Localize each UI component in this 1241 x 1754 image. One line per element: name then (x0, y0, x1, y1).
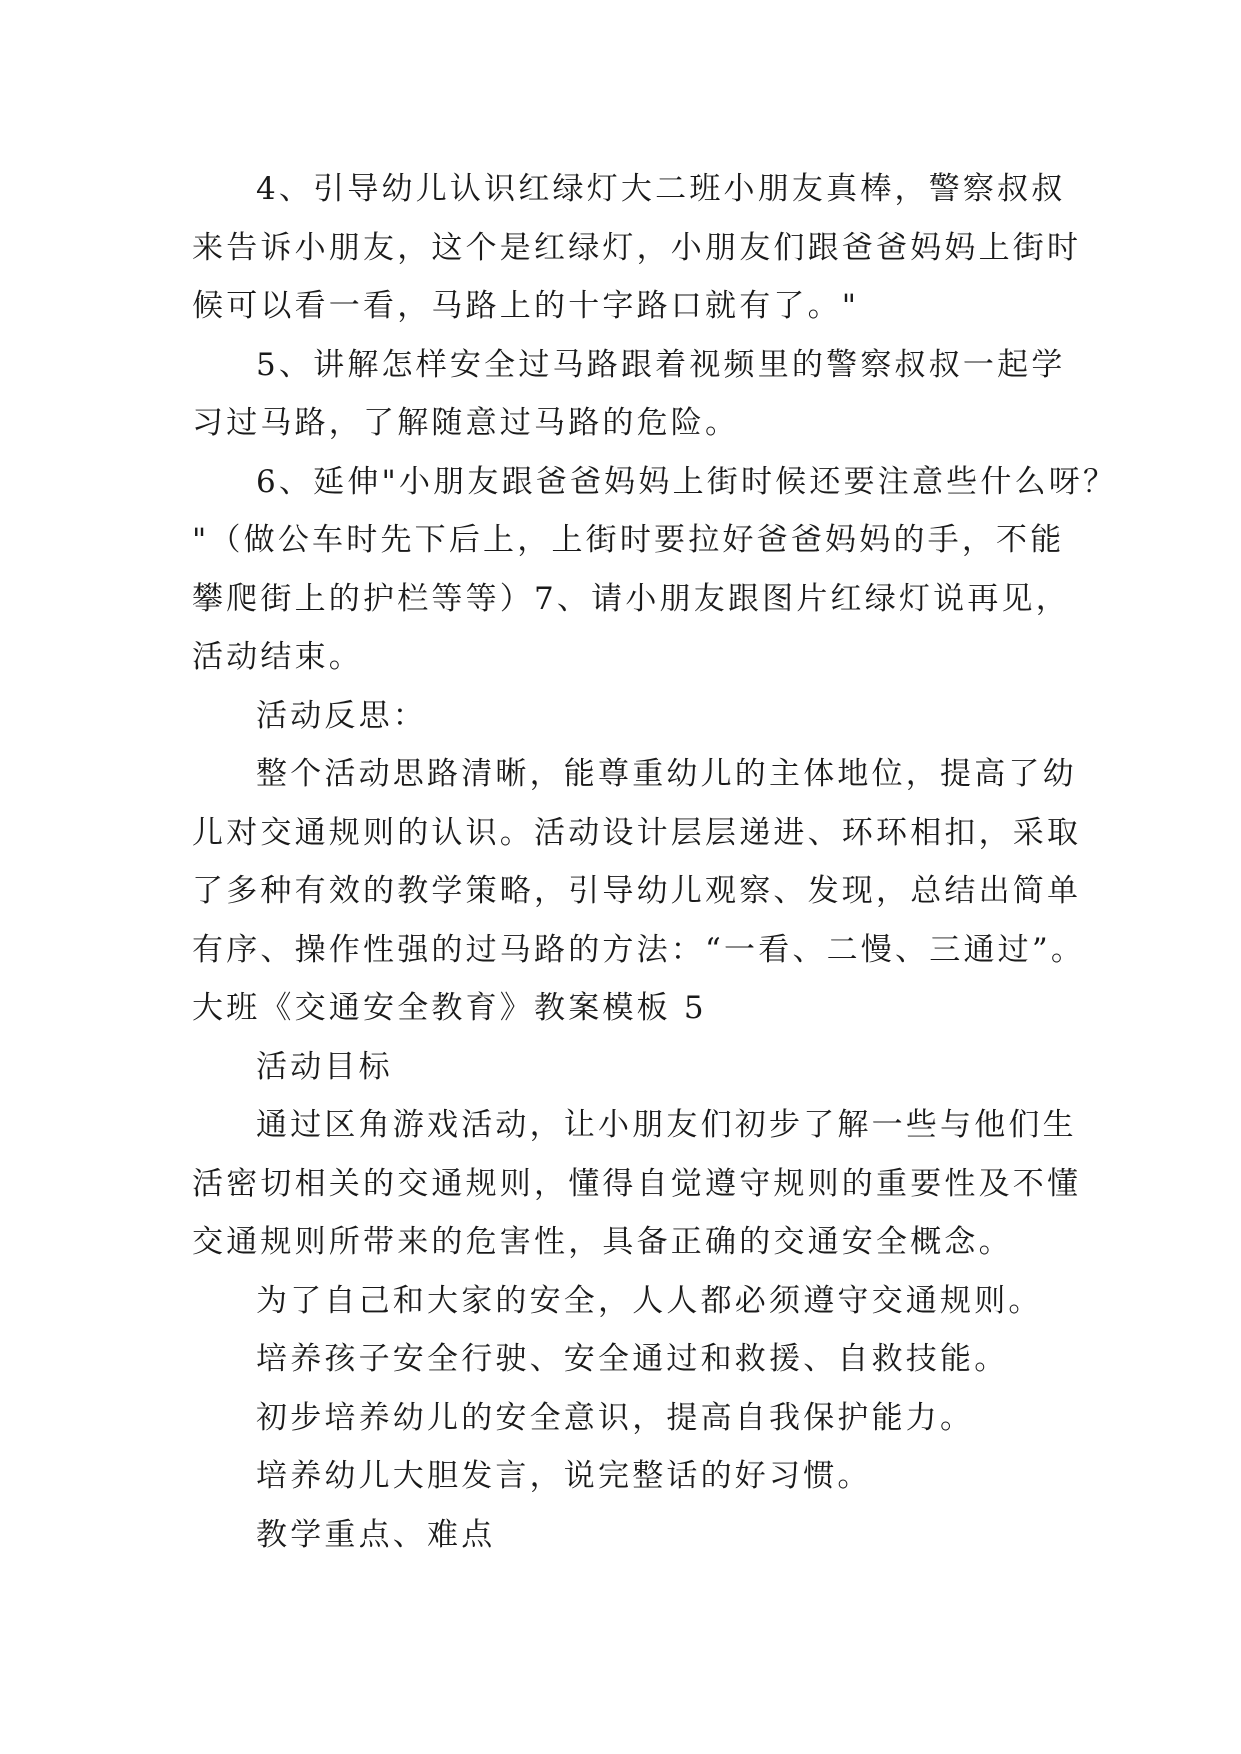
paragraph-line: "（做公车时先下后上，上街时要拉好爸爸妈妈的手，不能 (192, 522, 1065, 558)
paragraph-line: 5、讲解怎样安全过马路跟着视频里的警察叔叔一起学 (256, 346, 1066, 383)
document-body (192, 160, 1118, 1564)
paragraph-line: 初步培养幼儿的安全意识，提高自我保护能力。 (256, 1399, 975, 1436)
paragraph-line: 有序、操作性强的过马路的方法：“一看、二慢、三通过”。 (192, 931, 1086, 968)
paragraph-line: 整个活动思路清晰，能尊重幼儿的主体地位，提高了幼 (256, 756, 1077, 792)
section-heading: 教学重点、难点 (256, 1516, 496, 1553)
paragraph-line: 6、延伸"小朋友跟爸爸妈妈上街时候还要注意些什么呀？ (256, 463, 1118, 500)
document-title: 大班《交通安全教育》教案模板 5 (192, 990, 707, 1026)
paragraph-line: 儿对交通规则的认识。活动设计层层递进、环环相扣，采取 (192, 814, 1082, 851)
paragraph-line: 了多种有效的教学策略，引导幼儿观察、发现，总结出简单 (192, 873, 1082, 909)
section-heading: 活动反思： (256, 697, 427, 734)
paragraph-line: 活动结束。 (192, 639, 363, 675)
paragraph-line: 交通规则所带来的危害性，具备正确的交通安全概念。 (192, 1224, 1013, 1260)
paragraph-line: 培养幼儿大胆发言，说完整话的好习惯。 (256, 1458, 872, 1494)
paragraph-line: 培养孩子安全行驶、安全通过和救援、自救技能。 (256, 1341, 1009, 1377)
paragraph-line: 来告诉小朋友，这个是红绿灯，小朋友们跟爸爸妈妈上街时 (192, 229, 1082, 266)
section-heading: 活动目标 (256, 1048, 393, 1085)
paragraph-line: 通过区角游戏活动，让小朋友们初步了解一些与他们生 (256, 1107, 1077, 1143)
paragraph-line: 4、引导幼儿认识红绿灯大二班小朋友真棒，警察叔叔 (256, 171, 1066, 207)
paragraph-line: 为了自己和大家的安全，人人都必须遵守交通规则。 (256, 1282, 1043, 1319)
paragraph-line: 攀爬街上的护栏等等）7、请小朋友跟图片红绿灯说再见， (192, 580, 1070, 617)
paragraph-line: 活密切相关的交通规则，懂得自觉遵守规则的重要性及不懂 (192, 1165, 1082, 1202)
paragraph-line: 候可以看一看，马路上的十字路口就有了。" (192, 288, 860, 324)
paragraph-line: 习过马路，了解随意过马路的危险。 (192, 405, 740, 441)
